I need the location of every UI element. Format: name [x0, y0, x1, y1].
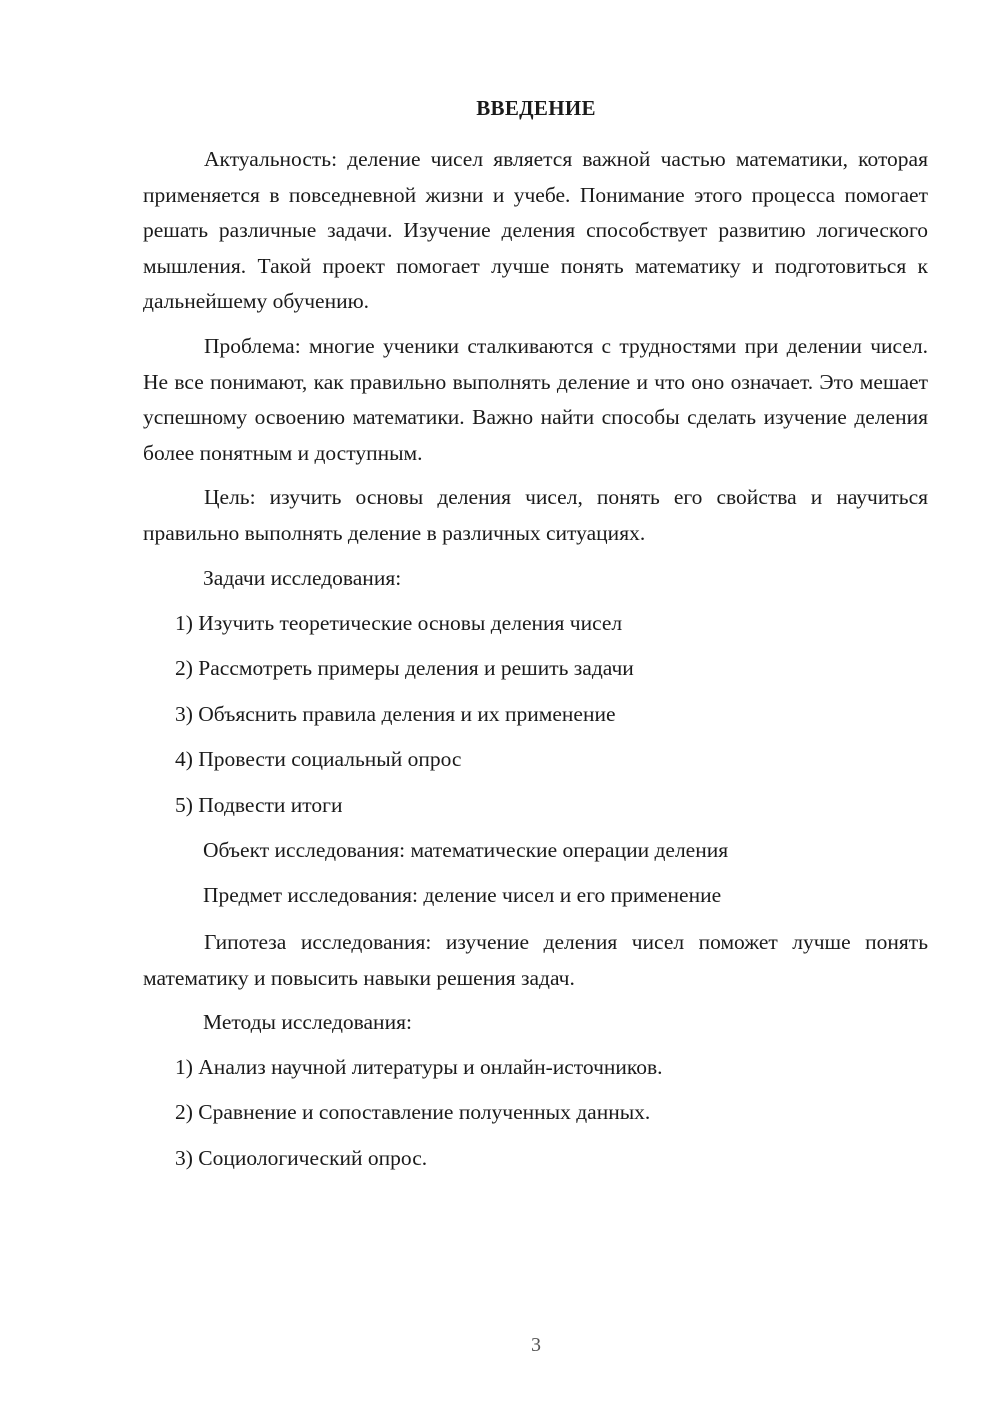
page-number: 3 [531, 1334, 541, 1356]
methods-title: Методы исследования: [203, 1010, 412, 1034]
methods-list-item: 1) Анализ научной литературы и онлайн-источников. [175, 1055, 663, 1079]
problem-paragraph: Проблема: многие ученики сталкиваются с трудностями при делении чисел. Не все понимают, как правильно выполнять деление и что оно означает. Это мешает успешному освоению математики. Важно найти способы сделать изучение деления более понятным и доступным. [143, 334, 928, 465]
methods-list-item: 2) Сравнение и сопоставление полученных данных. [175, 1100, 651, 1124]
tasks-list-item: 4) Провести социальный опрос [175, 747, 462, 771]
tasks-list-item: 5) Подвести итоги [175, 793, 343, 817]
section-heading: ВВЕДЕНИЕ [476, 96, 596, 120]
research-object: Объект исследования: математические операции деления [203, 838, 729, 862]
tasks-list-item: 2) Рассмотреть примеры деления и решить задачи [175, 656, 634, 680]
tasks-list-item: 1) Изучить теоретические основы деления чисел [175, 611, 623, 635]
goal-paragraph: Цель: изучить основы деления чисел, понять его свойства и научиться правильно выполнять деление в различных ситуациях. [143, 485, 928, 545]
research-subject: Предмет исследования: деление чисел и его применение [203, 883, 722, 907]
relevance-paragraph: Актуальность: деление чисел является важной частью математики, которая применяется в повседневной жизни и учебе. Понимание этого процесса помогает решать различные задачи. Изучение деления способствует развитию логического мышления. Такой проект помогает лучше понять математику и подготовиться к дальнейшему обучению. [143, 147, 928, 313]
methods-list-item: 3) Социологический опрос. [175, 1146, 428, 1170]
tasks-title: Задачи исследования: [203, 566, 402, 590]
tasks-list-item: 3) Объяснить правила деления и их применение [175, 702, 616, 726]
hypothesis-paragraph: Гипотеза исследования: изучение деления чисел поможет лучше понять математику и повысить навыки решения задач. [143, 930, 928, 990]
